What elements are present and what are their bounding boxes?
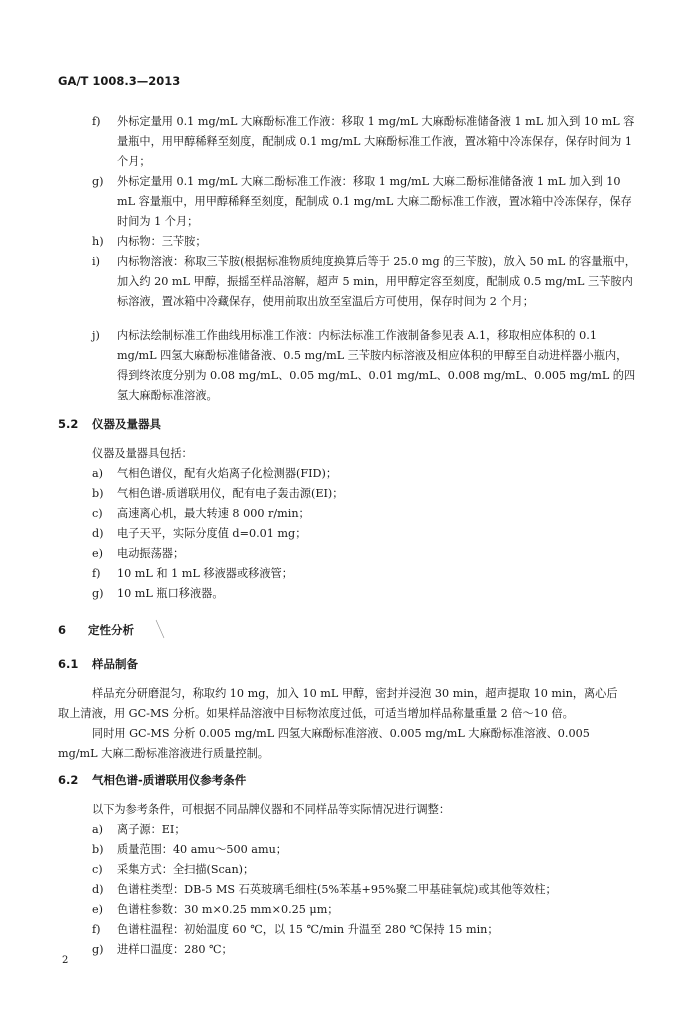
scan-artifact xyxy=(154,618,166,640)
item-marker: e) xyxy=(92,547,103,560)
paragraph: 样品充分研磨混匀，称取约 10 mg，加入 10 mL 甲醇，密封并浸泡 30 min，超声提取 10 min，离心后取上清液，用 GC-MS 分析。如果样品溶液中目标物浓度过低，可适当增加样品称量重量 2 倍～10 倍。 xyxy=(58,687,618,720)
item-text: 离子源：EI； xyxy=(117,823,186,836)
item-marker: f) xyxy=(92,115,101,128)
section-heading-5-2 xyxy=(58,414,161,434)
section-title: 气相色谱-质谱联用仪参考条件 xyxy=(92,773,247,787)
item-marker: g) xyxy=(92,943,104,956)
section-intro: 仪器及量器具包括： xyxy=(92,447,193,460)
item-text: 10 mL 和 1 mL 移液器或移液管； xyxy=(117,567,293,580)
item-marker: a) xyxy=(92,467,104,480)
section-number: 5.2 xyxy=(58,417,79,431)
item-marker: j) xyxy=(92,329,100,342)
item-text: 电动振荡器； xyxy=(117,547,185,560)
item-marker: f) xyxy=(92,923,101,936)
item-marker: d) xyxy=(92,527,104,540)
item-marker: i) xyxy=(92,255,100,268)
item-text: 色谱柱类型：DB-5 MS 石英玻璃毛细柱(5%苯基+95%聚二甲基硅氧烷)或其他等效柱； xyxy=(117,883,557,896)
paragraph: 同时用 GC-MS 分析 0.005 mg/mL 四氢大麻酚标准溶液、0.005 mg/mL 大麻酚标准溶液、0.005 mg/mL 大麻二酚标准溶液进行质量控制。 xyxy=(58,727,590,760)
item-text: 采集方式：全扫描(Scan)； xyxy=(117,863,255,876)
item-text: 外标定量用 0.1 mg/mL 大麻酚标准工作液：移取 1 mg/mL 大麻酚标准储备液 1 mL 加入到 10 mL 容量瓶中，用甲醇稀释至刻度，配制成 0.1 mg/mL 大麻酚标准工作液，置冰箱中冷冻保存，保存时间为 1 个月； xyxy=(117,115,635,168)
item-text: 外标定量用 0.1 mg/mL 大麻二酚标准工作液：移取 1 mg/mL 大麻二酚标准储备液 1 mL 加入到 10 mL 容量瓶中，用甲醇稀释至刻度，配制成 0.1 mg/mL 大麻二酚标准工作液，置冰箱中冷冻保存，保存时间为 1 个月； xyxy=(117,175,632,228)
item-text: 气相色谱仪，配有火焰离子化检测器(FID)； xyxy=(117,467,338,480)
item-marker: c) xyxy=(92,863,103,876)
section-heading-6 xyxy=(58,620,134,640)
item-marker: c) xyxy=(92,507,103,520)
item-marker: g) xyxy=(92,175,104,188)
item-text: 10 mL 瓶口移液器。 xyxy=(117,587,224,600)
section-intro: 以下为参考条件，可根据不同品牌仪器和不同样品等实际情况进行调整： xyxy=(92,803,451,816)
item-text: 色谱柱温程：初始温度 60 ℃，以 15 ℃/min 升温至 280 ℃保持 15 min； xyxy=(117,923,499,936)
item-marker: b) xyxy=(92,487,104,500)
page-number: 2 xyxy=(62,955,69,966)
section-heading-6-1 xyxy=(58,654,138,674)
item-text: 内标物：三苄胺； xyxy=(117,235,207,248)
item-marker: b) xyxy=(92,843,104,856)
item-marker: g) xyxy=(92,587,104,600)
item-text: 电子天平，实际分度值 d=0.01 mg； xyxy=(117,527,307,540)
section-title: 仪器及量器具 xyxy=(92,417,162,431)
item-text: 高速离心机，最大转速 8 000 r/min； xyxy=(117,507,310,520)
section-number: 6.1 xyxy=(58,657,79,671)
section-heading-6-2 xyxy=(58,770,246,790)
item-text: 色谱柱参数：30 m×0.25 mm×0.25 μm； xyxy=(117,903,339,916)
section-number: 6.2 xyxy=(58,773,79,787)
item-text: 内标物溶液：称取三苄胺(根据标准物质纯度换算后等于 25.0 mg 的三苄胺)，放入 50 mL 的容量瓶中，加入约 20 mL 甲醇，振摇至样品溶解，超声 5 min，用甲醇定容至刻度，配制成 0.5 mg/mL 三苄胺内标溶液，置冰箱中冷藏保存，使用前取出放至室温后方可使用，保存时间为 2 个月； xyxy=(117,255,636,308)
standard-number: GA/T 1008.3—2013 xyxy=(58,74,181,88)
section-title: 样品制备 xyxy=(92,657,139,671)
item-marker: d) xyxy=(92,883,104,896)
section-number: 6 xyxy=(58,623,67,637)
section-title: 定性分析 xyxy=(88,623,135,637)
item-marker: e) xyxy=(92,903,103,916)
item-marker: h) xyxy=(92,235,104,248)
item-text: 内标法绘制标准工作曲线用标准工作液：内标法标准工作液制备参见表 A.1，移取相应体积的 0.1 mg/mL 四氢大麻酚标准储备液、0.5 mg/mL 三苄胺内标溶液及相应体积的甲醇至自动进样器小瓶内，得到终浓度分别为 0.08 mg/mL、0.05 mg/mL、0.01 mg/mL、0.008 mg/mL、0.005 mg/mL 的四氢大麻酚标准溶液。 xyxy=(117,329,636,402)
item-text: 进样口温度：280 ℃； xyxy=(117,943,233,956)
item-text: 质量范围：40 amu～500 amu； xyxy=(117,843,287,856)
item-marker: a) xyxy=(92,823,104,836)
item-marker: f) xyxy=(92,567,101,580)
item-text: 气相色谱-质谱联用仪，配有电子轰击源(EI)； xyxy=(117,487,344,500)
